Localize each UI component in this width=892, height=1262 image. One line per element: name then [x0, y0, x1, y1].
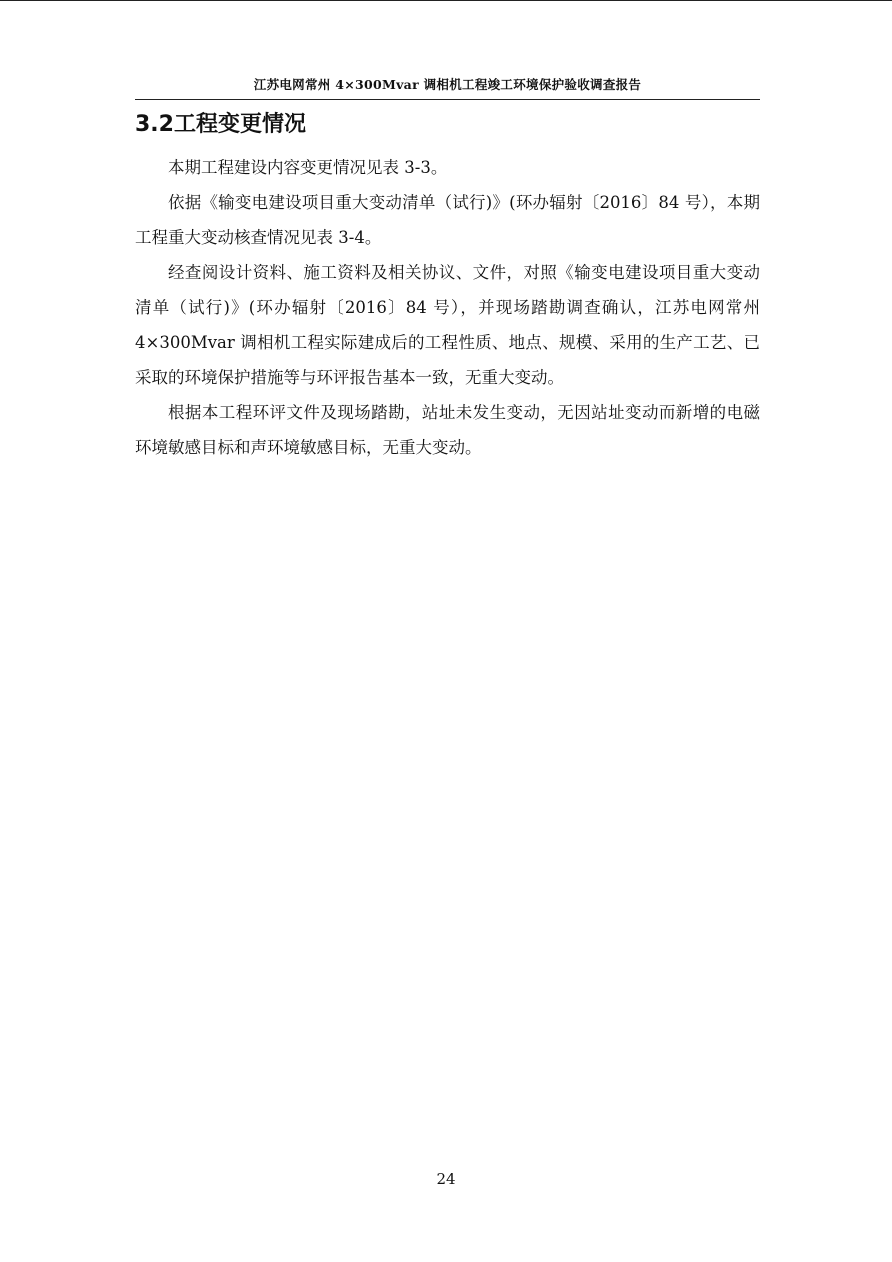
paragraph-3: 经查阅设计资料、施工资料及相关协议、文件，对照《输变电建设项目重大变动清单（试行)》(环办辐射〔2016〕84 号），并现场踏勘调查确认，江苏电网常州 4×300Mvar 调相机工程实际建成后的工程性质、地点、规模、采用的生产工艺、已采取的环境保护措施等与环评报告基本一致，无重大变动。	[135, 263, 760, 387]
paragraph-1: 本期工程建设内容变更情况见表 3-3。	[168, 158, 448, 177]
running-header: 江苏电网常州 4×300Mvar 调相机工程竣工环境保护验收调查报告	[253, 77, 642, 92]
page-number: 24	[436, 1170, 456, 1188]
paragraph-4: 根据本工程环评文件及现场踏勘，站址未发生变动，无因站址变动而新增的电磁环境敏感目标和声环境敏感目标，无重大变动。	[135, 403, 760, 457]
header-divider	[135, 99, 760, 100]
body-text	[135, 150, 760, 465]
paragraph-2: 依据《输变电建设项目重大变动清单（试行)》(环办辐射〔2016〕84 号），本期工程重大变动核查情况见表 3-4。	[135, 193, 760, 247]
page-top-border	[0, 0, 892, 1]
section-heading: 3.2工程变更情况	[135, 112, 306, 137]
